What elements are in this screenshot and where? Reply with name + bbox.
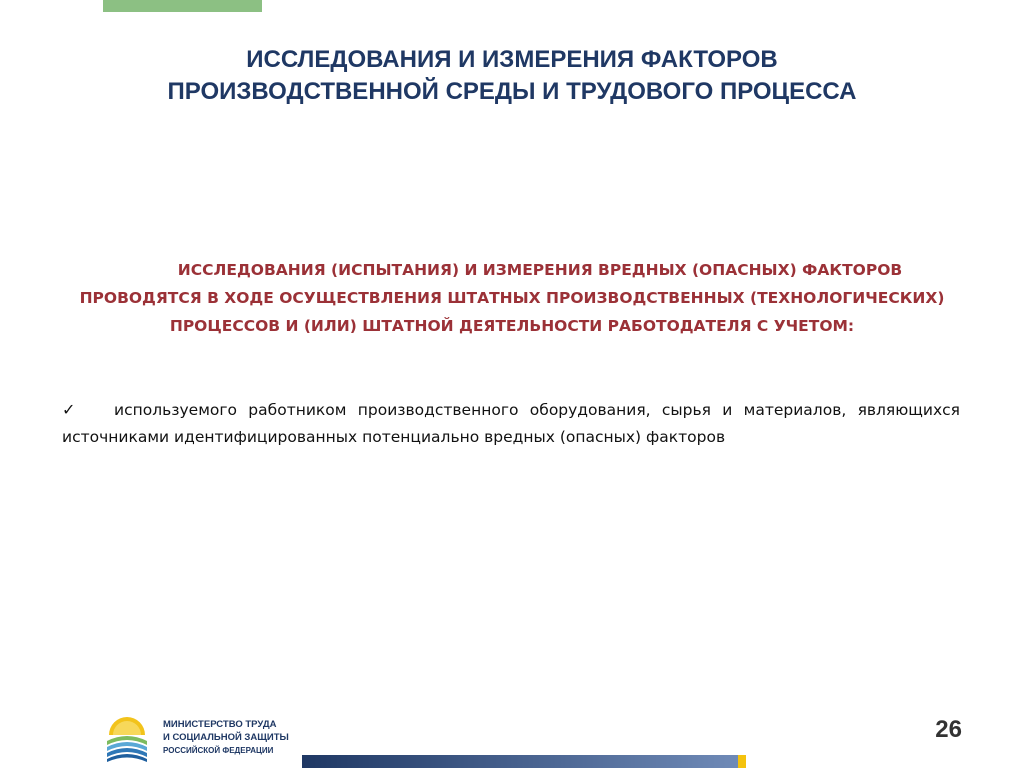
slide-title-line-1: ИССЛЕДОВАНИЯ И ИЗМЕРЕНИЯ ФАКТОРОВ [246,46,778,73]
ministry-name-line-1: МИНИСТЕРСТВО ТРУДА [163,719,277,730]
ministry-logo [105,713,305,765]
ministry-name [163,718,313,757]
bottom-accent [738,755,746,768]
checkmark-icon: ✓ [62,400,76,419]
page-number: 26 [935,716,962,743]
ministry-name-line-3: РОССИЙСКОЙ ФЕДЕРАЦИИ [163,746,274,755]
slide-title [40,44,984,108]
bottom-bar [302,755,738,768]
bullet-item [62,396,960,451]
subtitle-block [62,256,962,340]
slide-title-line-2: ПРОИЗВОДСТВЕННОЙ СРЕДЫ И ТРУДОВОГО ПРОЦЕССА [167,78,857,105]
bullet-text: используемого работником производственного оборудования, сырья и материалов, являющихся источниками идентифицированных потенциально вредных (опасных) факторов [62,401,960,446]
ministry-emblem-icon [105,715,149,763]
subtitle-text: ИССЛЕДОВАНИЯ (ИСПЫТАНИЯ) И ИЗМЕРЕНИЯ ВРЕДНЫХ (ОПАСНЫХ) ФАКТОРОВ ПРОВОДЯТСЯ В ХОДЕ ОСУЩЕСТВЛЕНИЯ ШТАТНЫХ ПРОИЗВОДСТВЕННЫХ (ТЕХНОЛОГИЧЕСКИХ) ПРОЦЕССОВ И (ИЛИ) ШТАТНОЙ ДЕЯТЕЛЬНОСТИ РАБОТОДАТЕЛЯ С УЧЕТОМ: [79,261,945,335]
top-accent-bar [103,0,262,12]
ministry-name-line-2: И СОЦИАЛЬНОЙ ЗАЩИТЫ [163,732,289,743]
